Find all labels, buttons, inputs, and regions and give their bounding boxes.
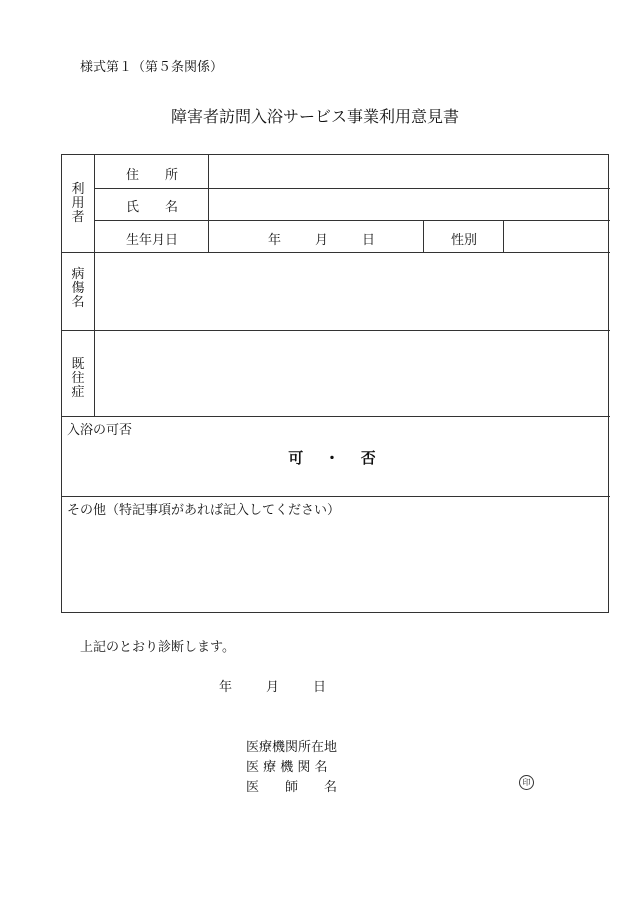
row-divider [62, 416, 610, 417]
address-field[interactable] [212, 157, 606, 186]
medical-history-field[interactable] [98, 333, 606, 413]
other-notes-label: その他（特記事項があれば記入してください） [67, 503, 341, 518]
name-field[interactable] [212, 190, 606, 218]
date-month-label: 月 [266, 680, 280, 695]
row-divider [94, 220, 610, 221]
medical-history-label: 既往症 [71, 357, 85, 400]
sex-field[interactable] [507, 222, 606, 250]
form-number: 様式第１（第５条関係） [80, 60, 224, 75]
dob-year-label: 年 [268, 233, 282, 248]
address-label: 住 所 [126, 168, 179, 183]
date-year-label: 年 [219, 680, 233, 695]
dob-label: 生年月日 [126, 233, 179, 248]
row-divider [94, 188, 610, 189]
date-day-label: 日 [313, 680, 327, 695]
bathing-eligibility-label: 入浴の可否 [67, 423, 133, 438]
doctor-name-label: 医 師 名 [246, 780, 338, 795]
bathing-eligibility-choice[interactable]: 可 ・ 否 [288, 449, 384, 467]
institution-address-label: 医療機関所在地 [246, 740, 338, 755]
row-divider [62, 496, 610, 497]
dob-month-label: 月 [315, 233, 329, 248]
institution-name-label: 医 療 機 関 名 [246, 760, 328, 775]
column-divider [423, 220, 424, 252]
other-notes-field[interactable] [67, 517, 605, 609]
column-divider [208, 155, 209, 252]
opinion-form-table [61, 154, 609, 613]
disease-name-field[interactable] [98, 255, 606, 327]
disease-name-label: 病傷名 [71, 267, 85, 310]
document-title: 障害者訪問入浴サービス事業利用意見書 [170, 107, 459, 126]
seal-mark: 印 [519, 775, 534, 790]
user-label: 利用者 [71, 182, 85, 225]
column-divider [94, 155, 95, 416]
column-divider [503, 220, 504, 252]
sex-label: 性別 [451, 233, 478, 248]
dob-day-label: 日 [362, 233, 376, 248]
row-divider [62, 252, 610, 253]
diagnosis-statement: 上記のとおり診断します。 [80, 640, 235, 655]
row-divider [62, 330, 610, 331]
name-label: 氏 名 [126, 200, 179, 215]
